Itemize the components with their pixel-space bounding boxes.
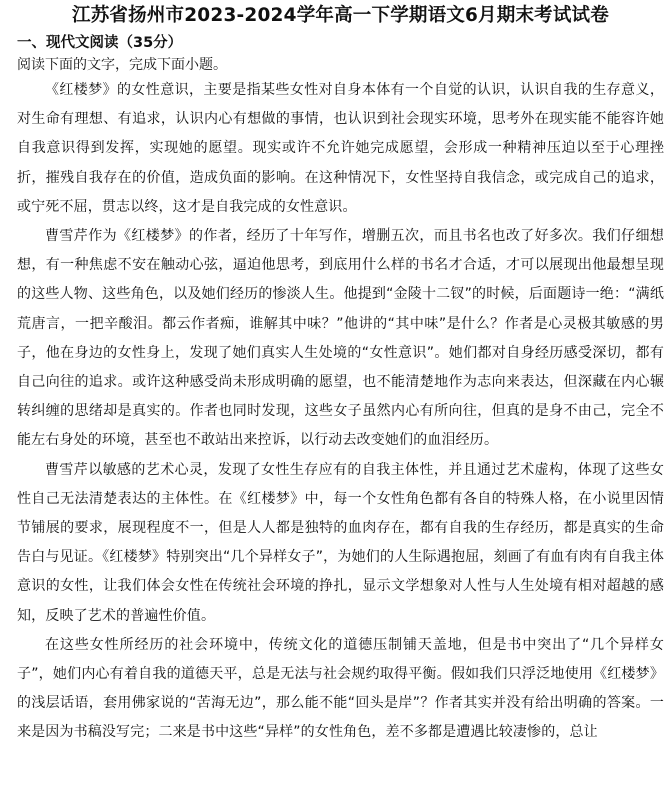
section-heading: 一、现代文阅读（35分） — [17, 35, 183, 51]
passage-paragraph-2: 曹雪芹作为《红楼梦》的作者，经历了十年写作，增删五次，而且书名也改了好多次。我们仔细想想，有一种焦虑不安在触动心弦，逼迫他思考，到底用什么样的书名才合适，才可以展现出他最想呈现的这些人物、这些角色，以及她们经历的惨淡人生。他提到“金陵十二钗”的时候，后面题诗一绝：“满纸荒唐言，一把辛酸泪。都云作者痴，谁解其中味？”他讲的“其中味”是什么？作者是心灵极其敏感的男子，他在身边的女性身上，发现了她们真实人生处境的“女性意识”。她们都对自身经历感受深切，都有自己向往的追求。或许这种感受尚未形成明确的愿望，也不能清楚地作为志向来表达，但深藏在内心辗转纠缠的思绪却是真实的。作者也同时发现，这些女子虽然内心有所向往，但真的是身不由己，完全不能左右身处的环境，甚至也不敢站出来控诉，以行动去改变她们的血泪经历。 — [17, 228, 664, 449]
exam-title: 江苏省扬州市2023-2024学年高一下学期语文6月期末考试试卷 — [72, 5, 609, 26]
reading-instruction: 阅读下面的文字，完成下面小题。 — [17, 57, 227, 73]
passage-paragraph-4: 在这些女性所经历的社会环境中，传统文化的道德压制铺天盖地，但是书中突出了“几个异样女子”，她们内心有着自我的道德天平，总是无法与社会规约取得平衡。假如我们只浮泛地使用《红楼梦》的浅层话语，套用佛家说的“苦海无边”，那么能不能“回头是岸”？作者其实并没有给出明确的答案。一来是因为书稿没写完；二来是书中这些“异样”的女性角色，差不多都是遭遇比较凄惨的，总让 — [17, 636, 664, 741]
passage-paragraph-1: 《红楼梦》的女性意识，主要是指某些女性对自身本体有一个自觉的认识，认识自我的生存意义，对生命有理想、有追求，认识内心有想做的事情，也认识到社会现实环境，思考外在现实能不能容许她自我意识得到发挥，实现她的愿望。现实或许不允许她完成愿望，会形成一种精神压迫以至于心理挫折，摧残自我存在的价值，造成负面的影响。在这种情况下，女性坚持自我信念，或完成自己的追求，或宁死不屈，贯志以终，这才是自我完成的女性意识。 — [17, 82, 664, 215]
passage-paragraph-3: 曹雪芹以敏感的艺术心灵，发现了女性生存应有的自我主体性，并且通过艺术虚构，体现了这些女性自己无法清楚表达的主体性。在《红楼梦》中，每一个女性角色都有各自的特殊人格，在小说里因情节铺展的要求，展现程度不一，但是人人都是独特的血肉存在，都有自我的生存经历，都是真实的生命告白与见证。《红楼梦》特别突出“几个异样女子”，为她们的人生际遇抱屈，刻画了有血有肉有自我主体意识的女性，让我们体会女性在传统社会环境的挣扎，显示文学想象对人性与人生处境有相对超越的感知，反映了艺术的普遍性价值。 — [17, 461, 664, 624]
